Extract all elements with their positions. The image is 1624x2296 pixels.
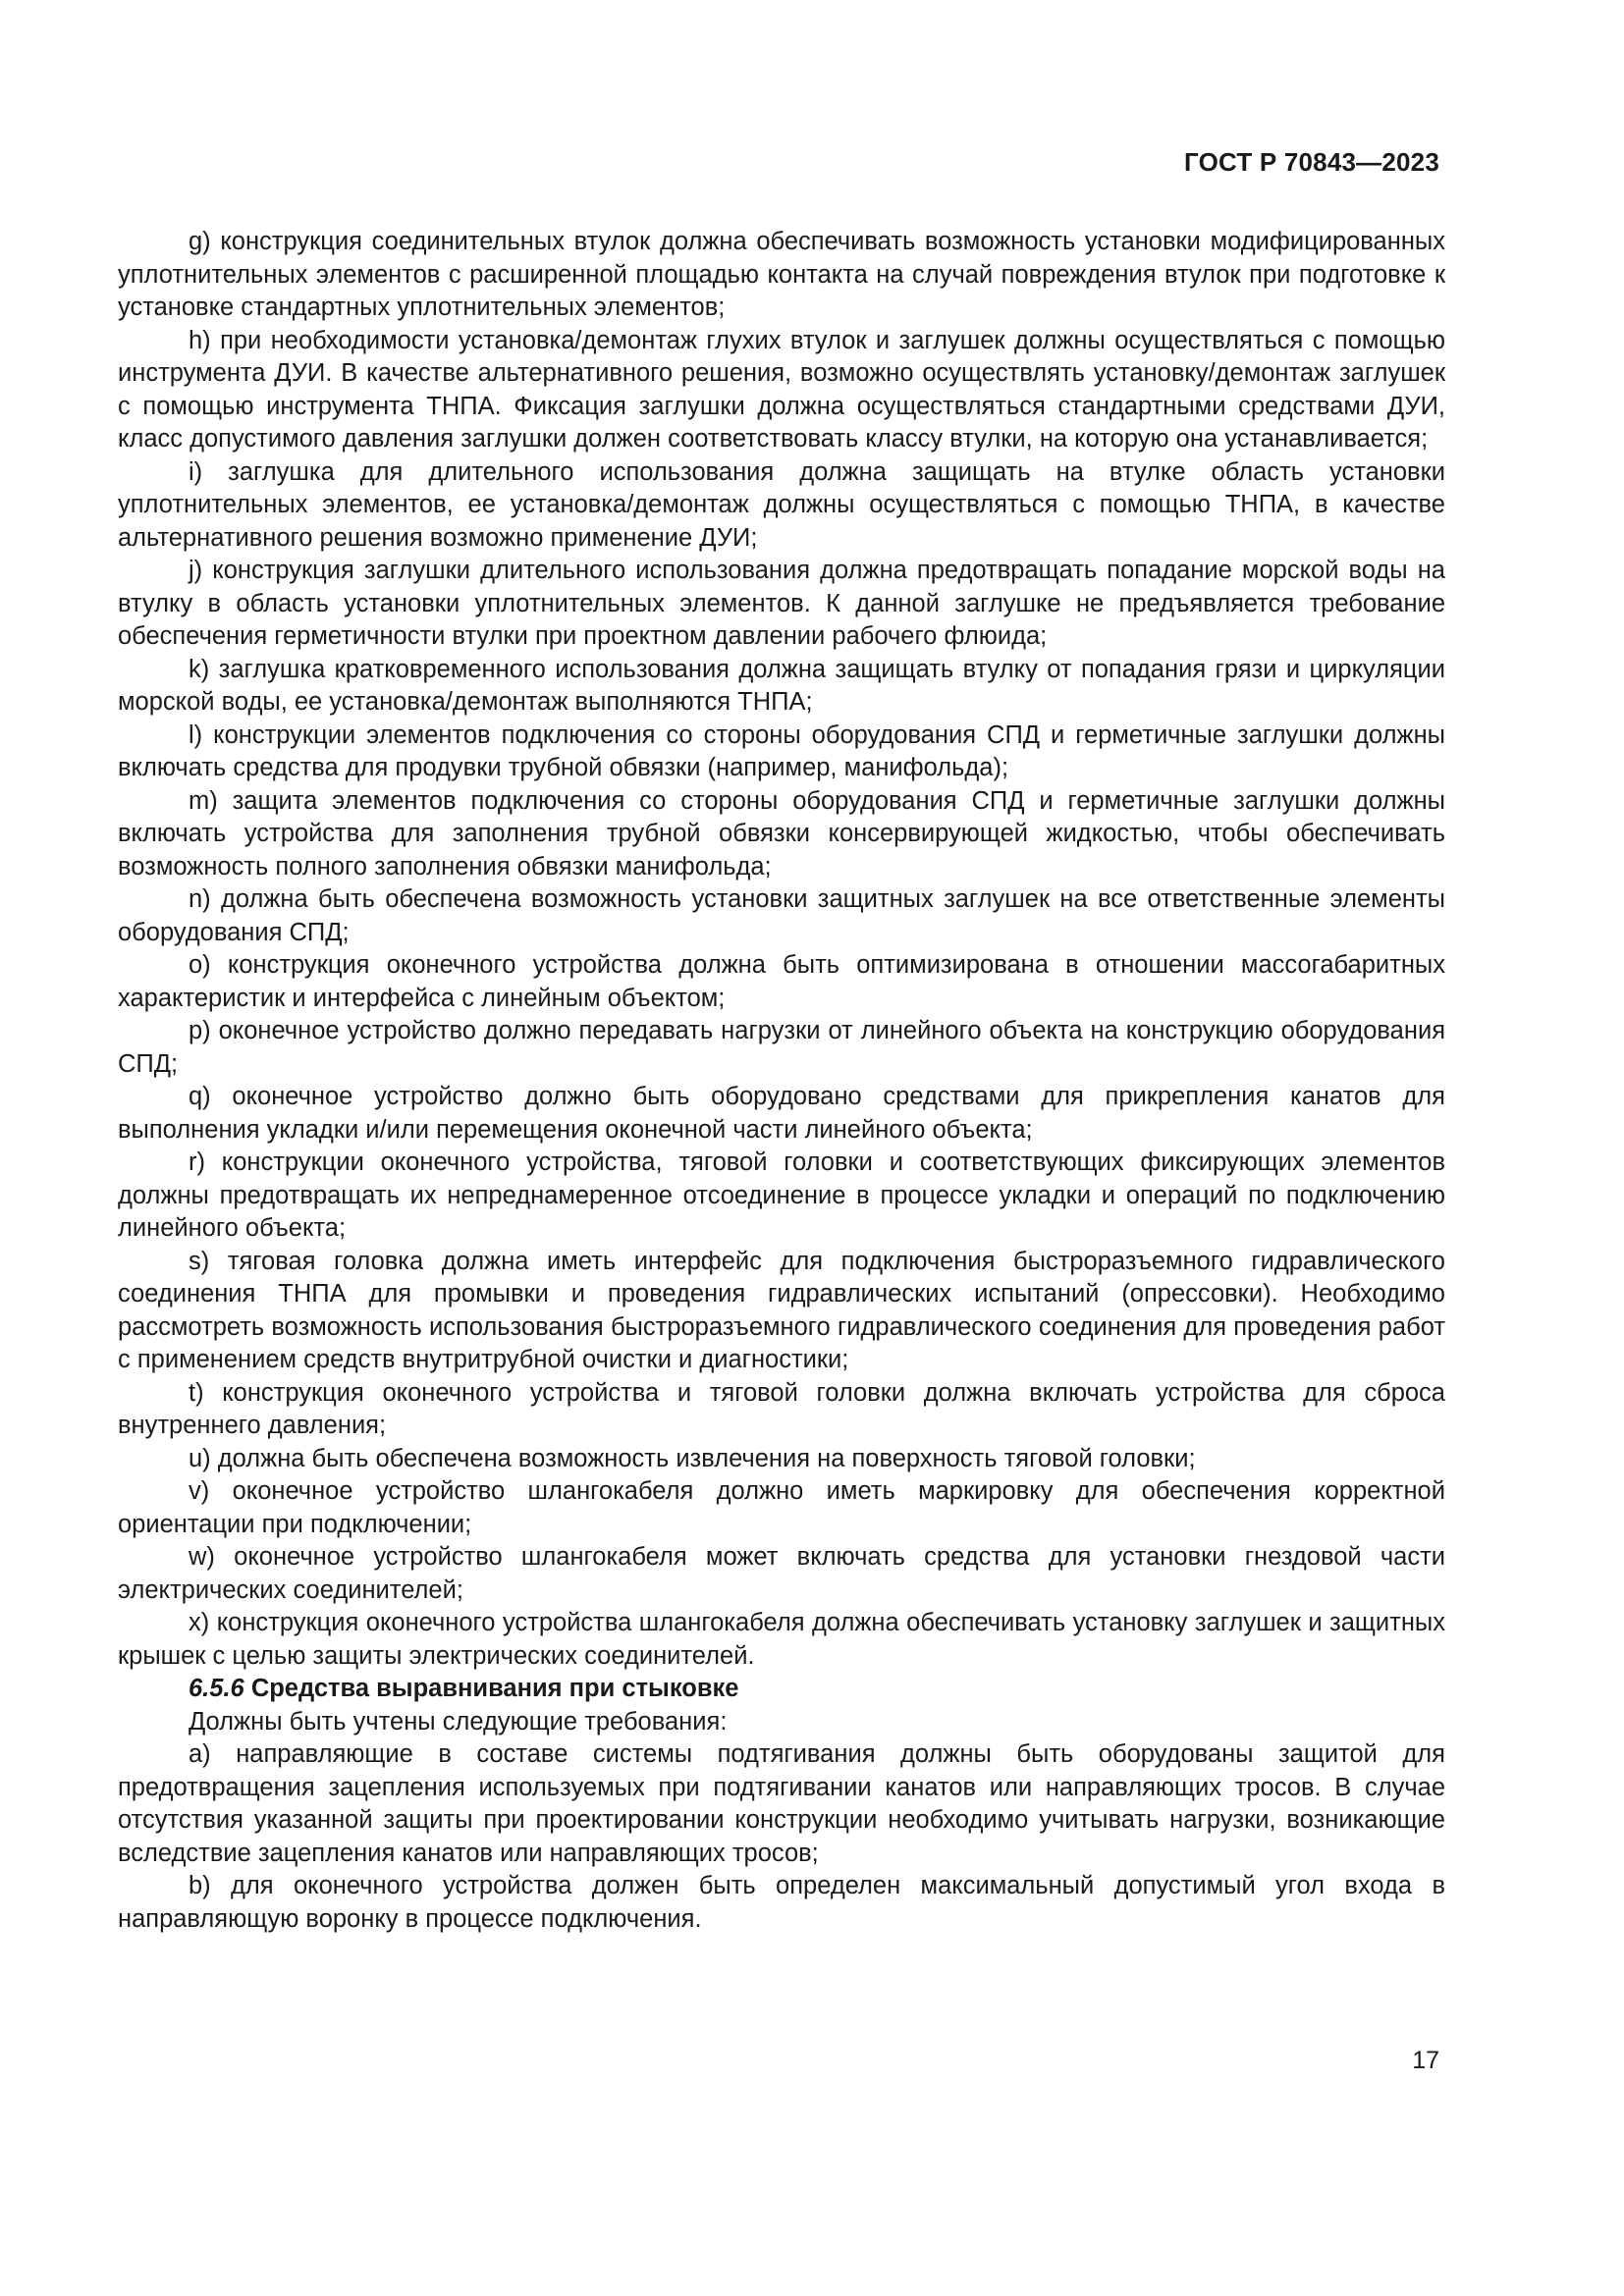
list-item-q: q) оконечное устройство должно быть оборудовано средствами для прикрепления канатов для выполнения укладки и/или перемещения оконечной части линейного объекта; <box>118 1083 1445 1144</box>
list-item-n: n) должна быть обеспечена возможность установки защитных заглушек на все ответственные элементы оборудования СПД; <box>118 885 1445 946</box>
list-item-l: l) конструкции элементов подключения со стороны оборудования СПД и герметичные заглушки должны включать средства для продувки трубной обвязки (например, манифольда); <box>118 721 1445 781</box>
list-item-u: u) должна быть обеспечена возможность извлечения на поверхность тяговой головки; <box>189 1444 1196 1472</box>
list-item-k: k) заглушка кратковременного использования должна защищать втулку от попадания грязи и циркуляции морской воды, ее установка/демонтаж выполняются ТНПА; <box>118 655 1445 716</box>
list-item-t: t) конструкция оконечного устройства и тяговой головки должна включать устройства для сброса внутреннего давления; <box>118 1378 1445 1439</box>
list-item-h: h) при необходимости установка/демонтаж глухих втулок и заглушек должны осуществляться с помощью инструмента ДУИ. В качестве альтернативного решения, возможно осуществлять установку/демонтаж заглушек с помощью инструмента ТНПА. Фиксация заглушки должна осуществляться стандартными средствами ДУИ, класс допустимого давления заглушки должен соответствовать классу втулки, на которую она устанавливается; <box>118 326 1445 453</box>
list-item-a: a) направляющие в составе системы подтягивания должны быть оборудованы защитой для предотвращения зацепления используемых при подтягивании канатов или направляющих тросов. В случае отсутствия указанной защиты при проектировании конструкции необходимо учитывать нагрузки, возникающие вследствие зацепления канатов или направляющих тросов; <box>118 1740 1445 1867</box>
list-item-r: r) конструкции оконечного устройства, тяговой головки и соответствующих фиксирующих элементов должны предотвращать их непреднамеренное отсоединение в процессе укладки и операций по подключению линейного объекта; <box>118 1148 1445 1242</box>
list-item-v: v) оконечное устройство шлангокабеля должно иметь маркировку для обеспечения корректной ориентации при подключении; <box>118 1477 1445 1538</box>
list-item-w: w) оконечное устройство шлангокабеля может включать средства для установки гнездовой части электрических соединителей; <box>118 1543 1445 1604</box>
section-title: Средства выравнивания при стыковке <box>250 1675 739 1702</box>
list-item-o: o) конструкция оконечного устройства должна быть оптимизирована в отношении массогабаритных характеристик и интерфейса с линейным объектом; <box>118 951 1445 1012</box>
list-item-b: b) для оконечного устройства должен быть определен максимальный допустимый угол входа в направляющую воронку в процессе подключения. <box>118 1872 1445 1933</box>
list-item-m: m) защита элементов подключения со стороны оборудования СПД и герметичные заглушки должны включать устройства для заполнения трубной обвязки консервирующей жидкостью, чтобы обеспечивать возможность полного заполнения обвязки манифольда; <box>118 786 1445 881</box>
list-item-j: j) конструкция заглушки длительного использования должна предотвращать попадание морской воды на втулку в область установки уплотнительных элементов. К данной заглушке не предъявляется требование обеспечения герметичности втулки при проектном давлении рабочего флюида; <box>118 557 1445 650</box>
section-intro: Должны быть учтены следующие требования: <box>189 1707 728 1735</box>
section-heading <box>118 1673 1445 1706</box>
page-number: 17 <box>1412 2047 1439 2074</box>
list-item-s: s) тяговая головка должна иметь интерфейс для подключения быстроразъемного гидравлического соединения ТНПА для промывки и проведения гидравлических испытаний (опрессовки). Необходимо рассмотреть возможность использования быстроразъемного гидравлического соединения для проведения работ с применением средств внутритрубной очистки и диагностики; <box>118 1247 1445 1373</box>
document-standard-id: ГОСТ Р 70843—2023 <box>1184 147 1439 177</box>
section-number: 6.5.6 <box>189 1675 244 1702</box>
list-item-p: p) оконечное устройство должно передавать нагрузки от линейного объекта на конструкцию оборудования СПД; <box>118 1017 1445 1078</box>
list-item-x: x) конструкция оконечного устройства шлангокабеля должна обеспечивать установку заглушек и защитных крышек с целью защиты электрических соединителей. <box>118 1609 1445 1670</box>
document-body <box>118 226 1445 1936</box>
list-item-g: g) конструкция соединительных втулок должна обеспечивать возможность установки модифицированных уплотнительных элементов с расширенной площадью контакта на случай повреждения втулок при подготовке к установке стандартных уплотнительных элементов; <box>118 228 1445 321</box>
list-item-i: i) заглушка для длительного использования должна защищать на втулке область установки уплотнительных элементов, ее установка/демонтаж должны осуществляться с помощью ТНПА, в качестве альтернативного решения возможно применение ДУИ; <box>118 457 1445 552</box>
